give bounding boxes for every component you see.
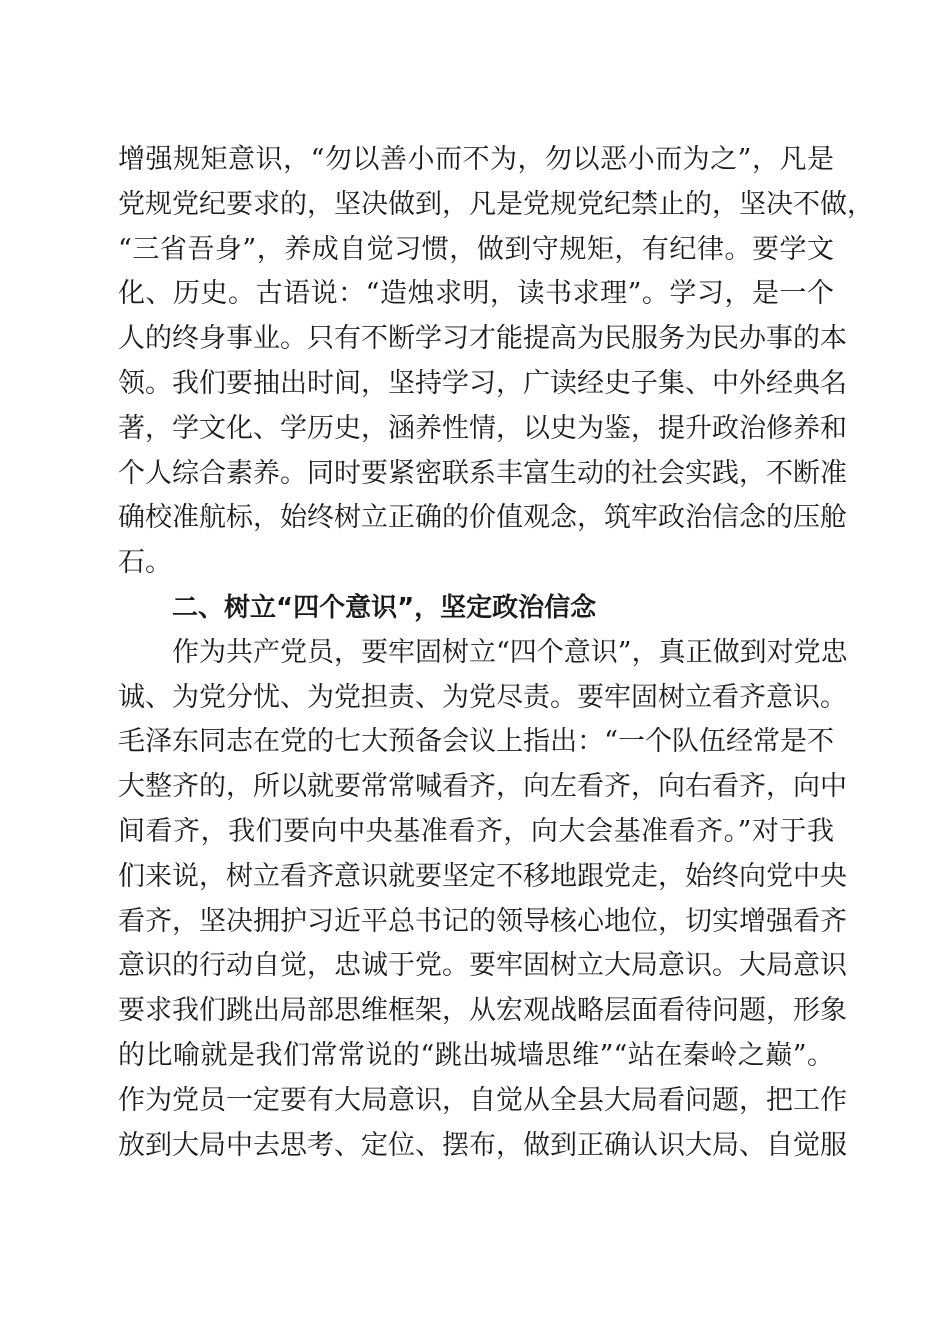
text-line: 石。 [118,547,172,579]
text-line: 大整齐的，所以就要常常喊看齐，向左看齐，向右看齐，向中 [118,771,847,803]
text-line: 著，学文化、学历史，涵养性情，以史为鉴，提升政治修养和 [118,412,847,444]
text-line: 人的终身事业。只有不断学习才能提高为民服务为民办事的本 [118,323,847,355]
paragraph-1 [118,138,874,586]
text-line: “三省吾身”，养成自觉习惯，做到守规矩，有纪律。要学文 [118,233,834,265]
document-body [118,138,874,1168]
text-line: 领。我们要抽出时间，坚持学习，广读经史子集、中外经典名 [118,367,847,399]
text-line: 毛泽东同志在党的七大预备会议上指出：“一个队伍经常是不 [118,726,834,758]
text-line: 放到大局中去思考、定位、摆布，做到正确认识大局、自觉服 [118,1129,847,1161]
text-line: 们来说，树立看齐意识就要坚定不移地跟党走，始终向党中央 [118,860,847,892]
section-heading: 二、树立“四个意识”，坚定政治信念 [172,592,597,623]
text-line: 化、历史。古语说：“造烛求明，读书求理”。学习，是一个 [118,278,834,310]
paragraph-2 [118,631,848,1169]
text-line: 意识的行动自觉，忠诚于党。要牢固树立大局意识。大局意识 [118,950,847,982]
text-line: 党规党纪要求的，坚决做到，凡是党规党纪禁止的，坚决不做， [118,188,874,220]
text-line: 作为党员一定要有大局意识，自觉从全县大局看问题，把工作 [118,1084,847,1116]
text-line: 作为共产党员，要牢固树立“四个意识”，真正做到对党忠 [172,636,848,668]
text-line: 间看齐，我们要向中央基准看齐，向大会基准看齐。”对于我 [118,815,834,847]
text-line: 诚、为党分忧、为党担责、为党尽责。要牢固树立看齐意识。 [118,681,847,713]
text-line: 要求我们跳出局部思维框架，从宏观战略层面看待问题，形象 [118,995,847,1027]
text-line: 的比喻就是我们常常说的“跳出城墙思维”“站在秦岭之巅”。 [118,1039,834,1071]
text-line: 个人综合素养。同时要紧密联系丰富生动的社会实践，不断准 [118,457,847,489]
text-line: 看齐，坚决拥护习近平总书记的领导核心地位，切实增强看齐 [118,905,847,937]
text-line: 确校准航标，始终树立正确的价值观念，筑牢政治信念的压舱 [118,502,847,534]
text-line: 增强规矩意识，“勿以善小而不为，勿以恶小而为之”，凡是 [118,144,834,175]
